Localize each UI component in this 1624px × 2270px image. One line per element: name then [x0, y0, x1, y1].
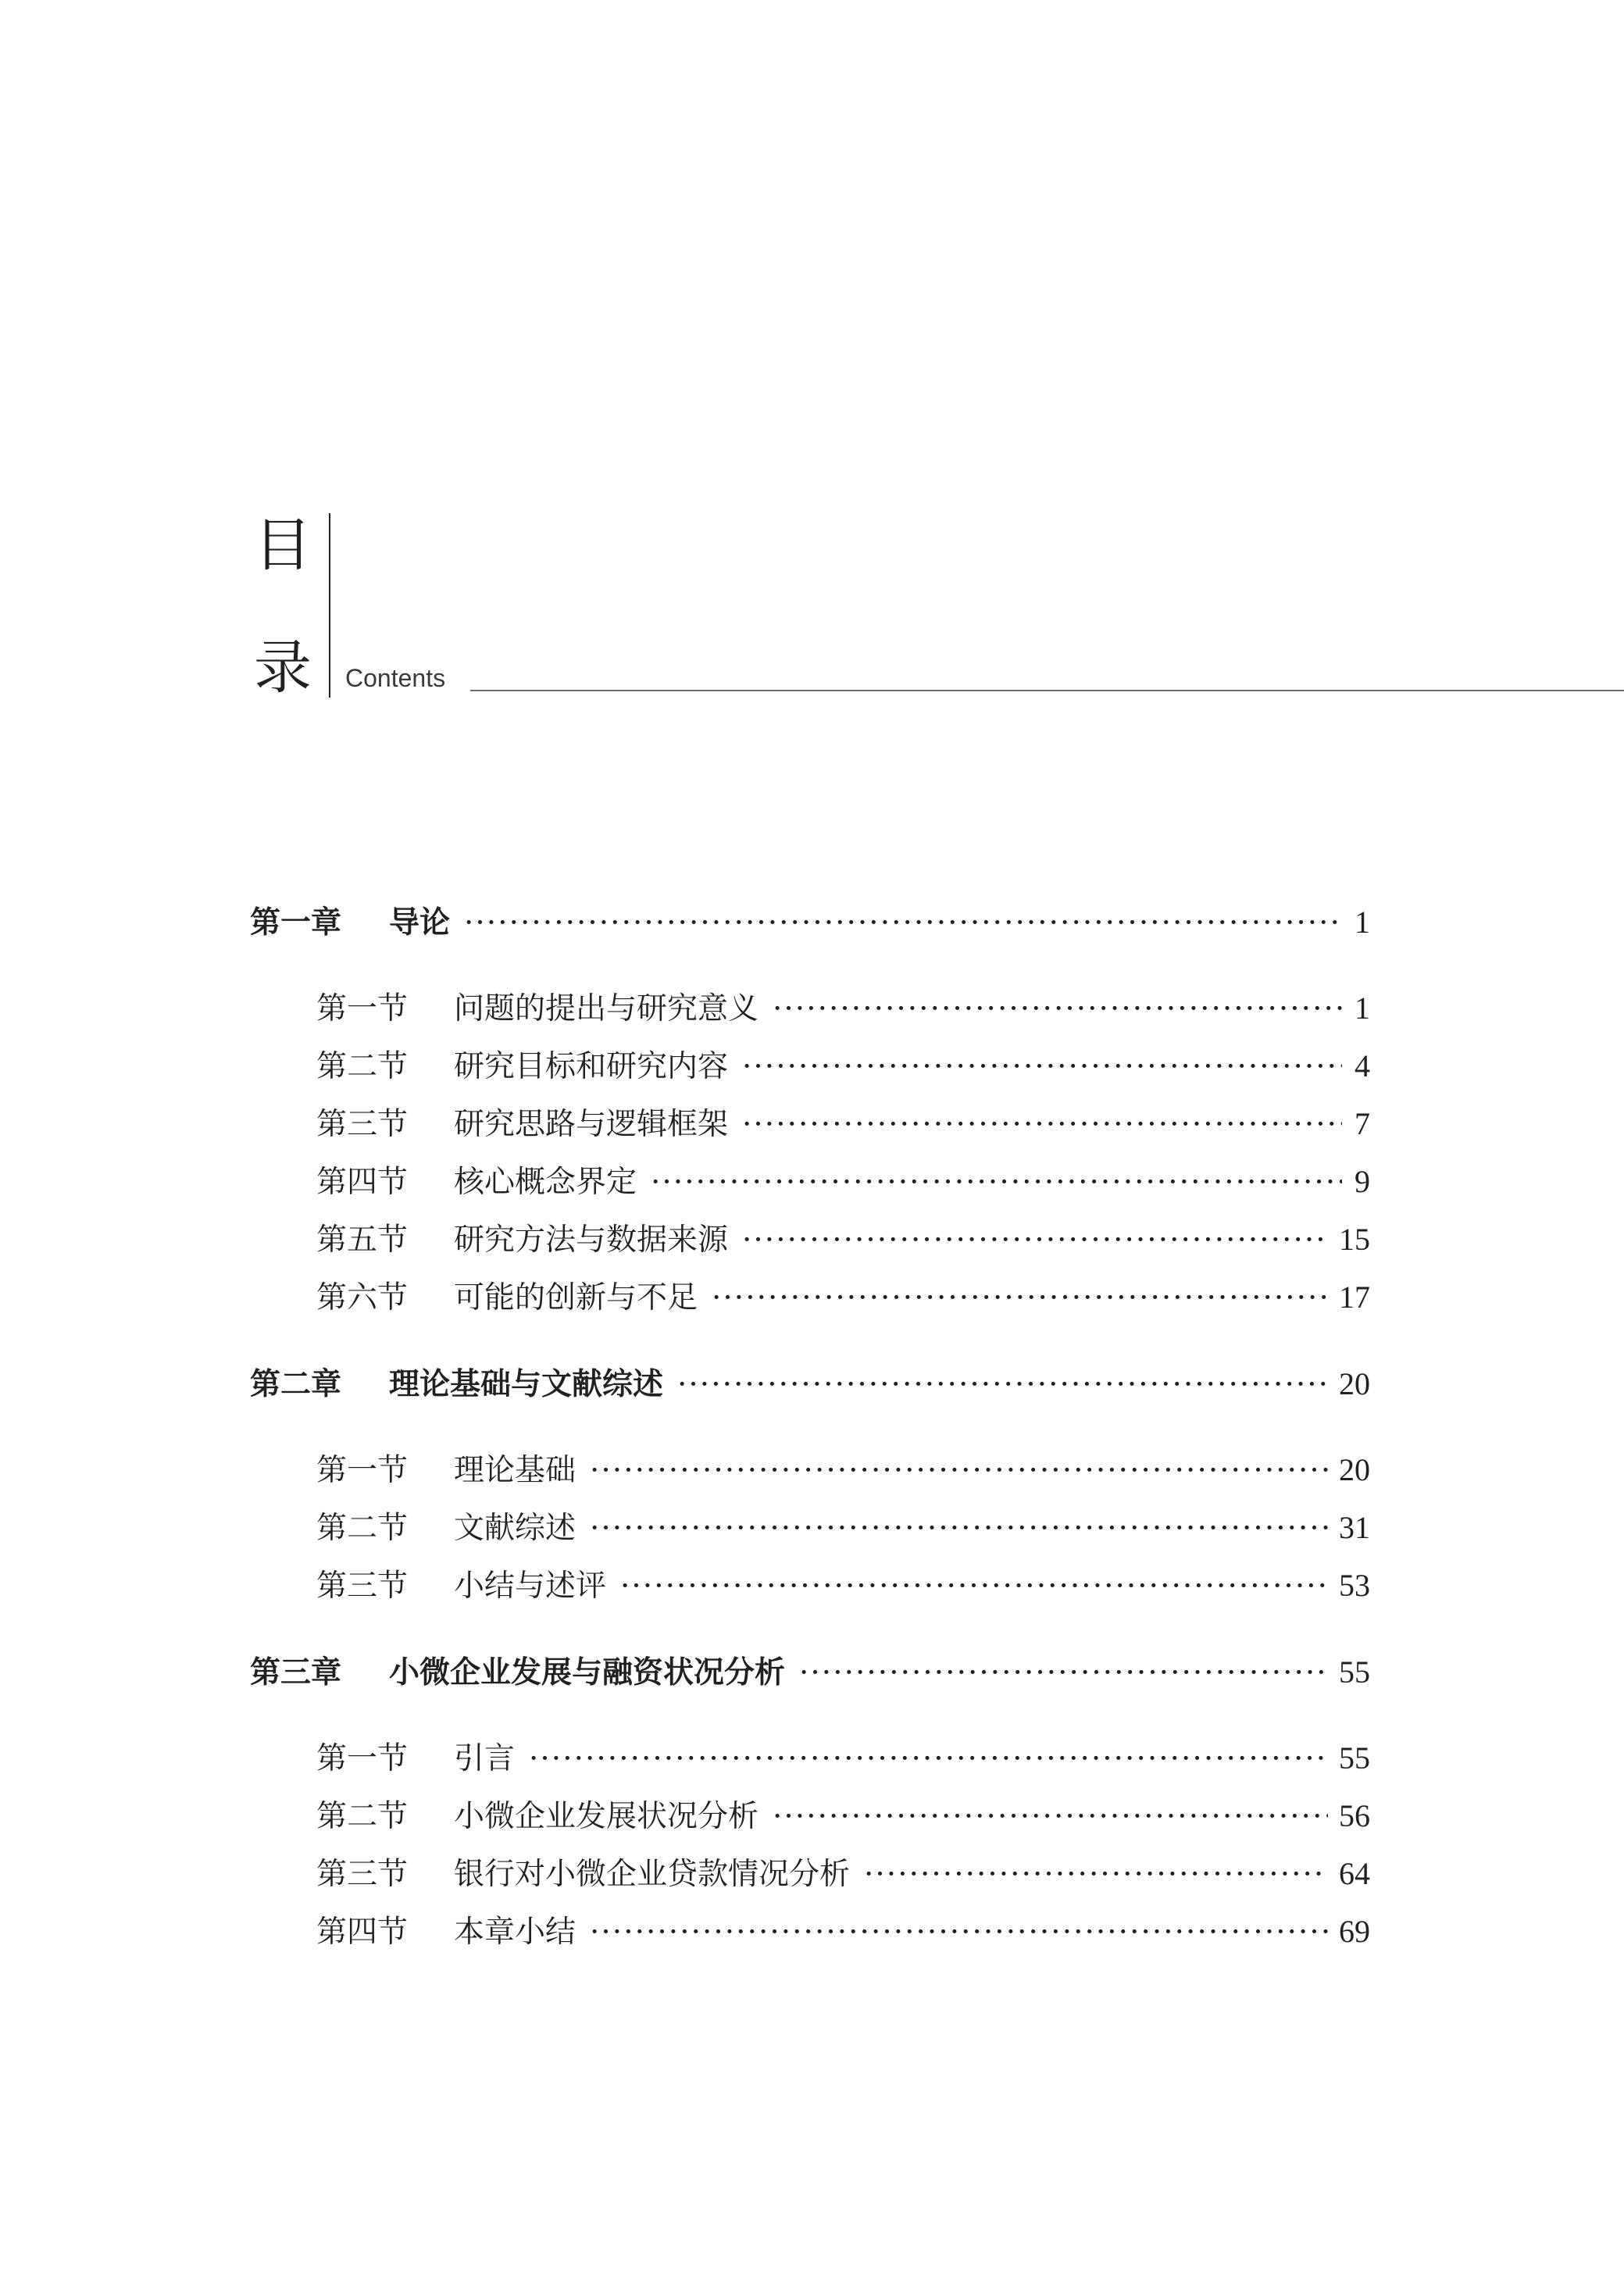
toc-section-1-3[interactable]	[316, 1100, 1370, 1144]
dot-leader	[742, 1222, 1328, 1258]
page-number: 20	[1339, 1366, 1370, 1401]
toc-section-3-3[interactable]	[316, 1850, 1370, 1893]
header-vertical-rule	[329, 513, 330, 698]
section-number: 第四节	[316, 1165, 409, 1200]
page-number: 69	[1339, 1914, 1370, 1949]
section-title: 理论基础	[454, 1453, 576, 1488]
section-title: 核心概念界定	[454, 1165, 637, 1200]
page-number: 15	[1339, 1222, 1370, 1257]
page-number: 31	[1339, 1510, 1370, 1545]
page-number: 1	[1355, 905, 1370, 940]
section-number: 第二节	[316, 1049, 409, 1084]
toc-section-1-6[interactable]	[316, 1273, 1370, 1317]
section-title: 可能的创新与不足	[454, 1280, 698, 1315]
dot-leader	[464, 905, 1342, 940]
section-title: 研究目标和研究内容	[454, 1049, 729, 1084]
chapter-title: 理论基础与文献综述	[389, 1367, 664, 1402]
dot-leader	[864, 1857, 1328, 1892]
dot-leader	[590, 1453, 1328, 1488]
page-number: 9	[1355, 1164, 1370, 1199]
section-title: 小结与述评	[454, 1569, 607, 1604]
dot-leader	[677, 1367, 1328, 1402]
dot-leader	[712, 1280, 1328, 1315]
section-number: 第三节	[316, 1857, 409, 1892]
dot-leader	[773, 1799, 1328, 1834]
chapter-number: 第三章	[250, 1655, 342, 1690]
section-number: 第五节	[316, 1222, 409, 1258]
toc-section-3-4[interactable]	[316, 1908, 1370, 1951]
chapter-title: 小微企业发展与融资状况分析	[389, 1655, 786, 1690]
toc-section-1-1[interactable]	[316, 984, 1370, 1028]
section-number: 第一节	[316, 1453, 409, 1488]
chapter-number: 第一章	[250, 905, 342, 940]
toc-section-2-2[interactable]	[316, 1504, 1370, 1547]
section-title: 引言	[454, 1741, 516, 1776]
section-number: 第三节	[316, 1569, 409, 1604]
header-horizontal-rule	[470, 690, 1624, 691]
title-english: Contents	[345, 664, 446, 692]
dot-leader	[742, 1107, 1342, 1142]
dot-leader	[590, 1915, 1328, 1950]
toc-section-2-3[interactable]	[316, 1562, 1370, 1605]
page-number: 7	[1355, 1106, 1370, 1141]
section-number: 第三节	[316, 1107, 409, 1142]
dot-leader	[529, 1741, 1328, 1776]
dot-leader	[590, 1511, 1328, 1546]
dot-leader	[620, 1569, 1328, 1604]
page-number: 4	[1355, 1048, 1370, 1083]
toc-section-3-1[interactable]	[316, 1734, 1370, 1778]
page-number: 56	[1339, 1798, 1370, 1833]
toc-chapter-3[interactable]	[250, 1648, 1370, 1692]
section-title: 问题的提出与研究意义	[454, 991, 759, 1026]
toc-section-1-2[interactable]	[316, 1042, 1370, 1086]
section-number: 第六节	[316, 1280, 409, 1315]
toc-section-3-2[interactable]	[316, 1792, 1370, 1836]
section-title: 小微企业发展状况分析	[454, 1799, 759, 1834]
dot-leader	[742, 1049, 1342, 1084]
section-number: 第一节	[316, 1741, 409, 1776]
section-title: 本章小结	[454, 1915, 576, 1950]
page-number: 17	[1339, 1280, 1370, 1315]
chapter-title: 导论	[389, 905, 451, 940]
dot-leader	[773, 991, 1342, 1026]
page-number: 64	[1339, 1856, 1370, 1891]
section-title: 文献综述	[454, 1511, 576, 1546]
section-title: 研究思路与逻辑框架	[454, 1107, 729, 1142]
title-char-lu: 录	[254, 634, 312, 701]
section-number: 第四节	[316, 1915, 409, 1950]
page-number: 55	[1339, 1654, 1370, 1690]
page-number: 53	[1339, 1568, 1370, 1603]
toc-section-2-1[interactable]	[316, 1446, 1370, 1490]
toc-section-1-5[interactable]	[316, 1215, 1370, 1259]
chapter-number: 第二章	[250, 1367, 342, 1402]
dot-leader	[651, 1165, 1342, 1200]
page-number: 55	[1339, 1740, 1370, 1776]
page-number: 1	[1355, 990, 1370, 1026]
section-number: 第一节	[316, 991, 409, 1026]
toc-chapter-1[interactable]	[250, 898, 1370, 942]
section-number: 第二节	[316, 1799, 409, 1834]
dot-leader	[799, 1655, 1328, 1690]
section-title: 研究方法与数据来源	[454, 1222, 729, 1258]
section-title: 银行对小微企业贷款情况分析	[454, 1857, 851, 1892]
section-number: 第二节	[316, 1511, 409, 1546]
toc-chapter-2[interactable]	[250, 1360, 1370, 1404]
page-number: 20	[1339, 1452, 1370, 1487]
title-char-mu: 目	[254, 512, 312, 579]
toc-section-1-4[interactable]	[316, 1158, 1370, 1201]
